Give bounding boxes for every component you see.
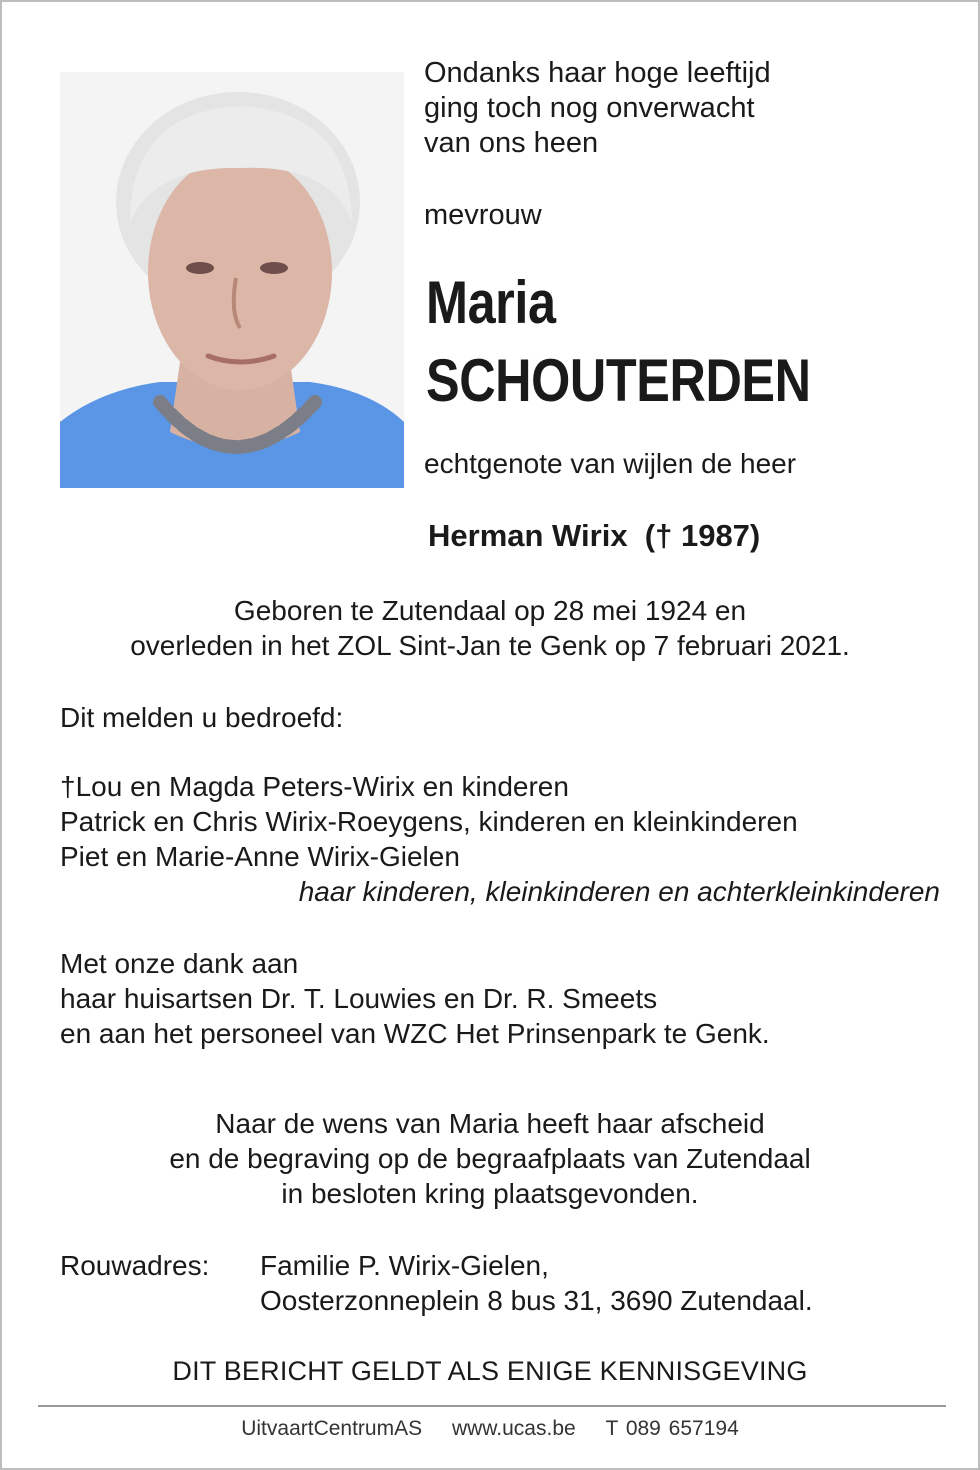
thanks-line: en aan het personeel van WZC Het Prinsenpark te Genk. <box>60 1018 770 1049</box>
intro-line: van ons heen <box>424 127 599 159</box>
intro-line: Ondanks haar hoge leeftijd <box>424 57 771 89</box>
footer-phone: T 089 657194 <box>605 1417 739 1440</box>
address-line: Oosterzonneplein 8 bus 31, 3690 Zutendaal. <box>260 1285 813 1316</box>
birth-line: Geboren te Zutendaal op 28 mei 1924 en <box>233 595 747 626</box>
death-line: overleden in het ZOL Sint-Jan te Genk op 7 februari 2021. <box>130 630 850 661</box>
thanks-line: haar huisartsen Dr. T. Louwies en Dr. R. Smeets <box>60 983 658 1014</box>
family-line: Patrick en Chris Wirix-Roeygens, kinderen en kleinkinderen <box>60 806 798 837</box>
intro-text <box>424 56 944 161</box>
notice-text: DIT BERICHT GELDT ALS ENIGE KENNISGEVING <box>172 1356 808 1386</box>
family-line: †Lou en Magda Peters-Wirix en kinderen <box>60 771 569 802</box>
thanks-text <box>60 946 940 1051</box>
deceased-first-name: Maria <box>426 269 556 336</box>
footer <box>2 1417 978 1441</box>
spouse-name: Herman Wirix († 1987) <box>428 518 761 553</box>
footer-divider <box>38 1405 946 1407</box>
family-line: Piet en Marie-Anne Wirix-Gielen <box>60 841 460 872</box>
footer-company: UitvaartCentrumAS <box>241 1417 423 1440</box>
address-lines <box>260 1248 813 1318</box>
announcement: Dit melden u bedroefd: <box>60 702 344 733</box>
wish-line: in besloten kring plaatsgevonden. <box>281 1178 699 1209</box>
wish-line: en de begraving op de begraafplaats van Zutendaal <box>169 1143 811 1174</box>
spouse-label: echtgenote van wijlen de heer <box>424 448 797 479</box>
birth-death-info <box>2 593 978 663</box>
family-list <box>60 769 940 909</box>
honorific: mevrouw <box>424 199 542 231</box>
wish-line: Naar de wens van Maria heeft haar afscheid <box>215 1108 765 1139</box>
thanks-line: Met onze dank aan <box>60 948 299 979</box>
family-summary: haar kinderen, kleinkinderen en achterkleinkinderen <box>298 876 940 907</box>
deceased-last-name: SCHOUTERDEN <box>426 347 811 414</box>
footer-website: www.ucas.be <box>451 1417 576 1440</box>
address-label: Rouwadres: <box>60 1250 210 1281</box>
funeral-wish <box>2 1106 978 1211</box>
address-line: Familie P. Wirix-Gielen, <box>260 1250 549 1281</box>
intro-line: ging toch nog onverwacht <box>424 92 755 124</box>
portrait-photo <box>60 72 404 488</box>
portrait-illustration <box>60 72 404 488</box>
